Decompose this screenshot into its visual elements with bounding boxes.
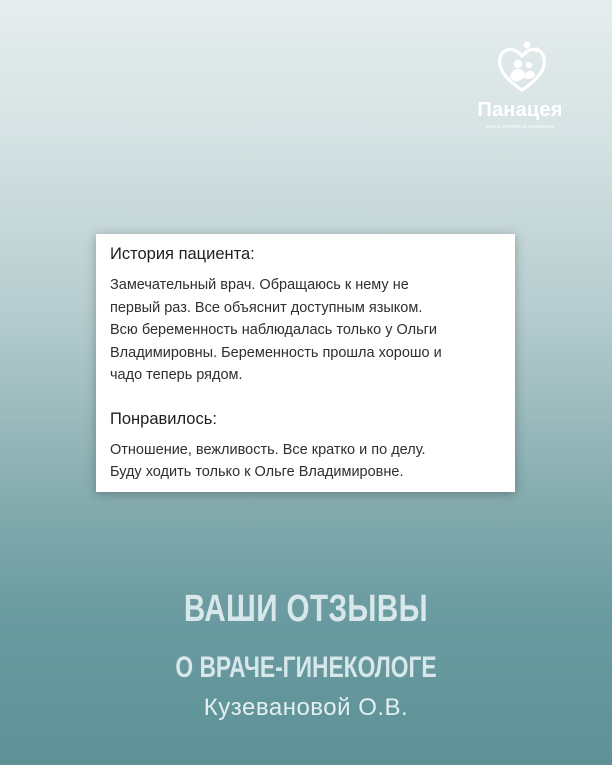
liked-line: Отношение, вежливость. Все кратко и по делу. [110, 441, 426, 458]
history-line: Владимировны. Беременность прошла хорошо и [110, 344, 442, 361]
history-text [110, 274, 501, 387]
history-line: первый раз. Все объяснит доступным языком. [110, 299, 423, 316]
history-line: Замечательный врач. Обращаюсь к нему не [110, 277, 409, 293]
heart-family-icon [494, 38, 550, 96]
doctor-name: Кузевановой О.В. [203, 694, 409, 721]
liked-heading: Понравилось: [110, 409, 217, 428]
page-title: ВАШИ ОТЗЫВЫ [183, 588, 429, 630]
history-line: Всю беременность наблюдалась только у Ольги [110, 322, 438, 338]
brand-name: Панацея [477, 99, 563, 121]
brand-tagline: центр семейной медицины [485, 124, 555, 130]
history-line: чадо теперь рядом. [110, 367, 243, 383]
brand-logo [470, 38, 570, 138]
page-subtitle: О ВРАЧЕ-ГИНЕКОЛОГЕ [175, 651, 437, 684]
history-heading: История пациента: [110, 245, 255, 263]
liked-line: Буду ходить только к Ольге Владимировне. [110, 464, 404, 480]
liked-text [110, 439, 501, 484]
review-card [96, 234, 515, 492]
